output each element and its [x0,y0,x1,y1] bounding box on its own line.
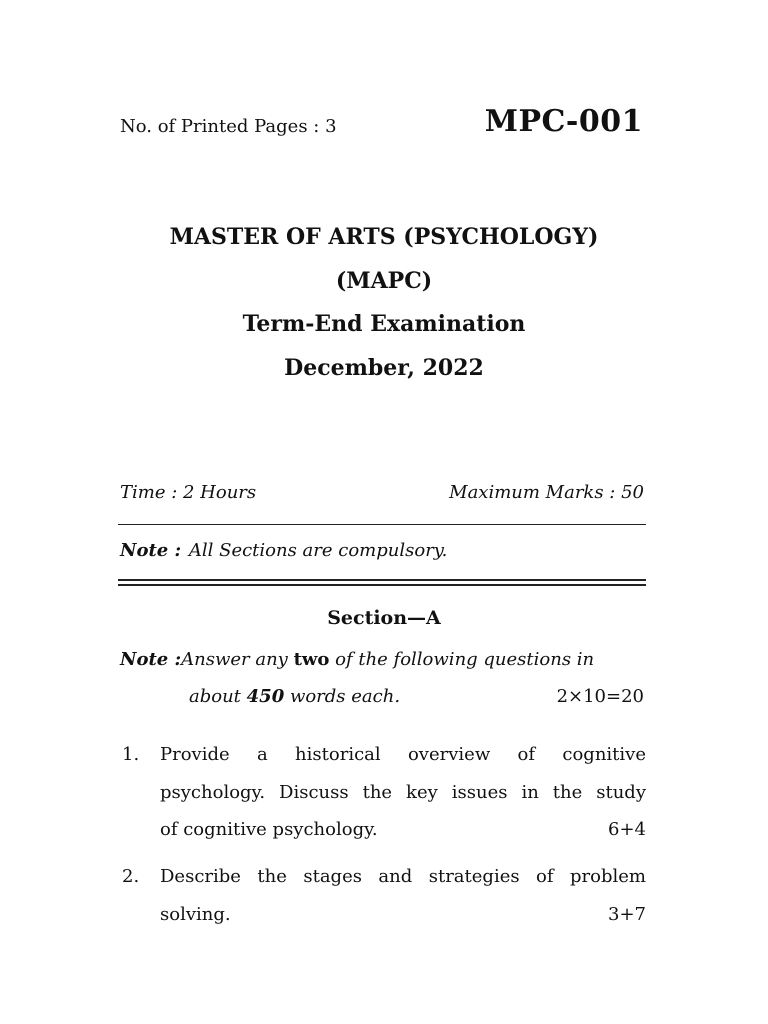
section-note-word-count: 450 [246,686,285,707]
question-marks: 6+4 [608,819,646,840]
section-note-line-2 [189,686,400,707]
general-note-label: Note : [120,540,182,561]
programme-code: (MAPC) [335,268,433,294]
double-divider-bottom [118,584,646,586]
general-note-text: All Sections are compulsory. [188,540,448,561]
maximum-marks: Maximum Marks : 50 [449,482,644,503]
programme-title: MASTER OF ARTS (PSYCHOLOGY) [169,224,599,250]
exam-type: Term-End Examination [242,311,526,337]
question-text [160,736,646,849]
exam-date: December, 2022 [284,355,484,381]
question-line: Describe the stages and strategies of problem [160,866,646,887]
general-note [120,540,447,561]
paper-code: MPC-001 [484,104,643,139]
question-line-last [160,896,646,934]
question-line-last [160,811,646,849]
question-line: psychology. Discuss the key issues in the study [160,781,646,803]
question-marks: 3+7 [608,903,646,925]
section-note-label: Note : [120,649,182,670]
question-number: 2. [122,866,140,887]
section-note-text: about [189,686,247,707]
section-marks: 2×10=20 [556,686,644,707]
question-line: Provide a historical overview of cognitive [160,744,646,765]
printed-pages: No. of Printed Pages : 3 [120,116,337,137]
question-number: 1. [122,744,140,765]
section-note-text: words each. [284,686,401,707]
question-text [160,858,646,933]
section-note-text: of the following questions in [329,649,595,670]
double-divider-top [118,579,646,581]
time-allowed: Time : 2 Hours [120,482,257,503]
section-note-line-1 [120,649,594,670]
section-note-emphasis: two [293,649,330,670]
section-note-text: Answer any [181,649,294,670]
question-line: of cognitive psychology. [160,819,378,840]
question-line: solving. [160,903,231,925]
divider [118,524,646,525]
section-heading: Section—A [327,607,441,629]
